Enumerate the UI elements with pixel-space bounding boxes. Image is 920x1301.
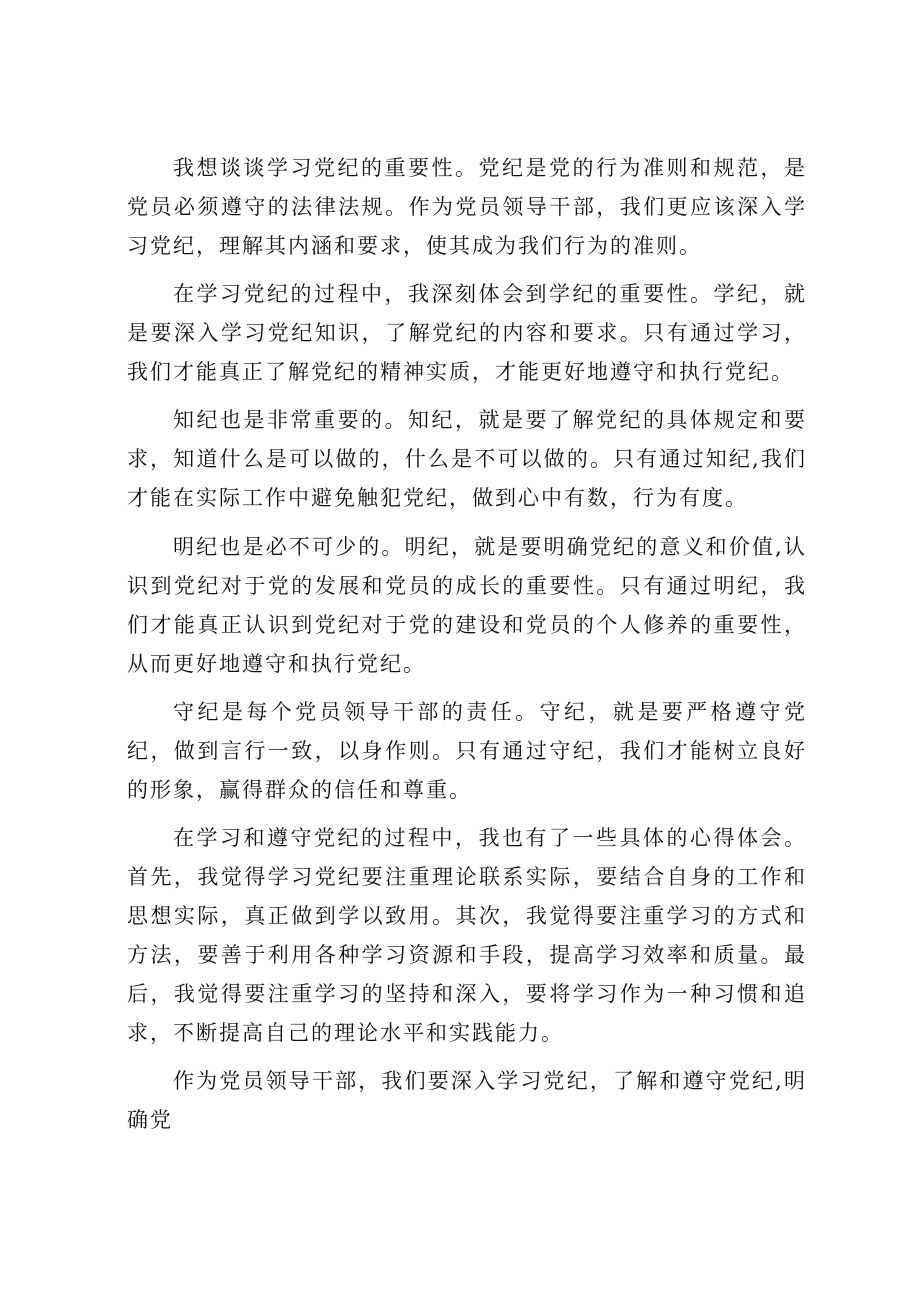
paragraph-conclusion: 作为党员领导干部，我们要深入学习党纪，了解和遵守党纪,明确党 [127, 1069, 807, 1133]
paragraph-understanding-discipline: 明纪也是必不可少的。明纪，就是要明确党纪的意义和价值,认识到党纪对于党的发展和党员的成长的重要性。只有通过明纪，我们才能真正认识到党纪对于党的建设和党员的个人修养的重要性，从而更好地遵守和执行党纪。 [127, 534, 807, 676]
paragraph-importance: 我想谈谈学习党纪的重要性。党纪是党的行为准则和规范，是党员必须遵守的法律法规。作为党员领导干部，我们更应该深入学习党纪，理解其内涵和要求，使其成为我们行为的准则。 [127, 156, 807, 258]
paragraph-keeping-discipline: 守纪是每个党员领导干部的责任。守纪，就是要严格遵守党纪，做到言行一致，以身作则。只有通过守纪，我们才能树立良好的形象，赢得群众的信任和尊重。 [127, 699, 807, 802]
paragraph-knowing-discipline: 知纪也是非常重要的。知纪，就是要了解党纪的具体规定和要求，知道什么是可以做的，什么是不可以做的。只有通过知纪,我们才能在实际工作中避免触犯党纪，做到心中有数，行为有度。 [127, 408, 807, 511]
paragraph-learning-discipline: 在学习党纪的过程中，我深刻体会到学纪的重要性。学纪，就是要深入学习党纪知识，了解党纪的内容和要求。只有通过学习，我们才能真正了解党纪的精神实质，才能更好地遵守和执行党纪。 [127, 282, 807, 385]
paragraph-experiences: 在学习和遵守党纪的过程中，我也有了一些具体的心得体会。首先，我觉得学习党纪要注重理论联系实际，要结合自身的工作和思想实际，真正做到学以致用。其次，我觉得要注重学习的方式和方法，要善于利用各种学习资源和手段，提高学习效率和质量。最后，我觉得要注重学习的坚持和深入，要将学习作为一种习惯和追求，不断提高自己的理论水平和实践能力。 [127, 825, 807, 1045]
document-body [127, 149, 807, 1149]
